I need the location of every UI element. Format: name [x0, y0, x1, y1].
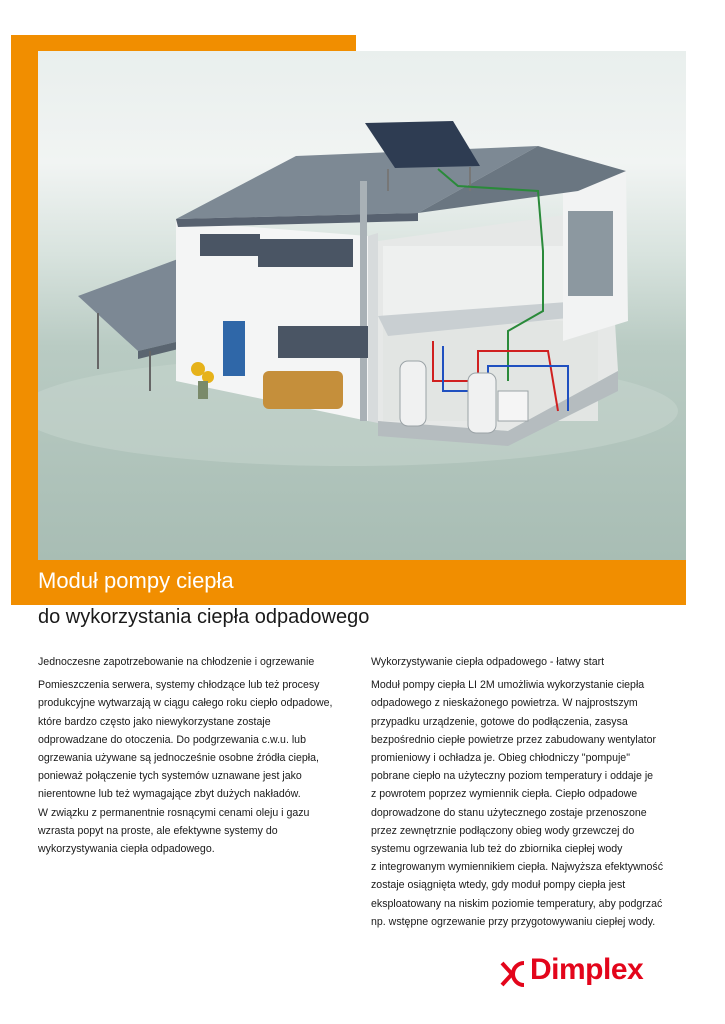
left-column-body: Pomieszczenia serwera, systemy chłodzące lub też procesy produkcyjne wytwarzają w ciągu całego roku ciepło odpadowe, które bardzo często jako niewykorzystane zostaje odprowadzane do otoczenia. Do podgrzewania c.w.u. lub ogrzewania używane są jednocześnie osobne źródła ciepła, ponieważ połączenie tych systemów uznawane jest jako nierentowne lub też wymagające zbyt dużych nakładów. W związku z permanentnie rosnącymi cenami oleju i gazu wzrasta popyt na proste, ale efektywne systemy do wykorzystywania ciepła odpadowego.	[38, 679, 333, 856]
right-column	[371, 653, 691, 931]
right-column-heading: Wykorzystywanie ciepła odpadowego - łatwy start	[371, 656, 605, 668]
orange-accent-bar-left	[11, 35, 38, 605]
page-subtitle: do wykorzystania ciepła odpadowego	[38, 606, 370, 628]
page-title: Moduł pompy ciepła	[38, 568, 234, 593]
orange-accent-bar-top	[11, 35, 356, 51]
brand-name: Dimplex	[530, 953, 644, 986]
left-column-heading: Jednoczesne zapotrzebowanie na chłodzenie i ogrzewanie	[38, 656, 315, 668]
right-column-body: Moduł pompy ciepła LI 2M umożliwia wykorzystanie ciepła odpadowego z nieskażonego powietrza. W najprostszym przypadku urządzenie, gotowe do podłączenia, zasysa bezpośrednio ciepłe powietrze przez zabudowany wentylator promieniowy i ochładza je. Obieg chłodniczy "pompuje" pobrane ciepło na użyteczny poziom temperatury i oddaje je z powrotem poprzez wymiennik ciepła. Ciepło odpadowe doprowadzone do stanu użytecznego zostaje przenoszone przez zewnętrznie podłączony obieg wody grzewczej do systemu ogrzewania lub też do zbiornika ciepłej wody z integrowanym wymiennikiem ciepła. Najwyższa efektywność zostaje osiągnięta wtedy, gdy moduł pompy ciepła jest eksploatowany na niskim poziomie temperatury, aby podgrzać np. wstępne ogrzewanie przy przygotowywaniu ciepłej wody.	[371, 679, 664, 928]
house-cutaway-illustration	[38, 51, 686, 560]
left-column	[38, 653, 358, 858]
